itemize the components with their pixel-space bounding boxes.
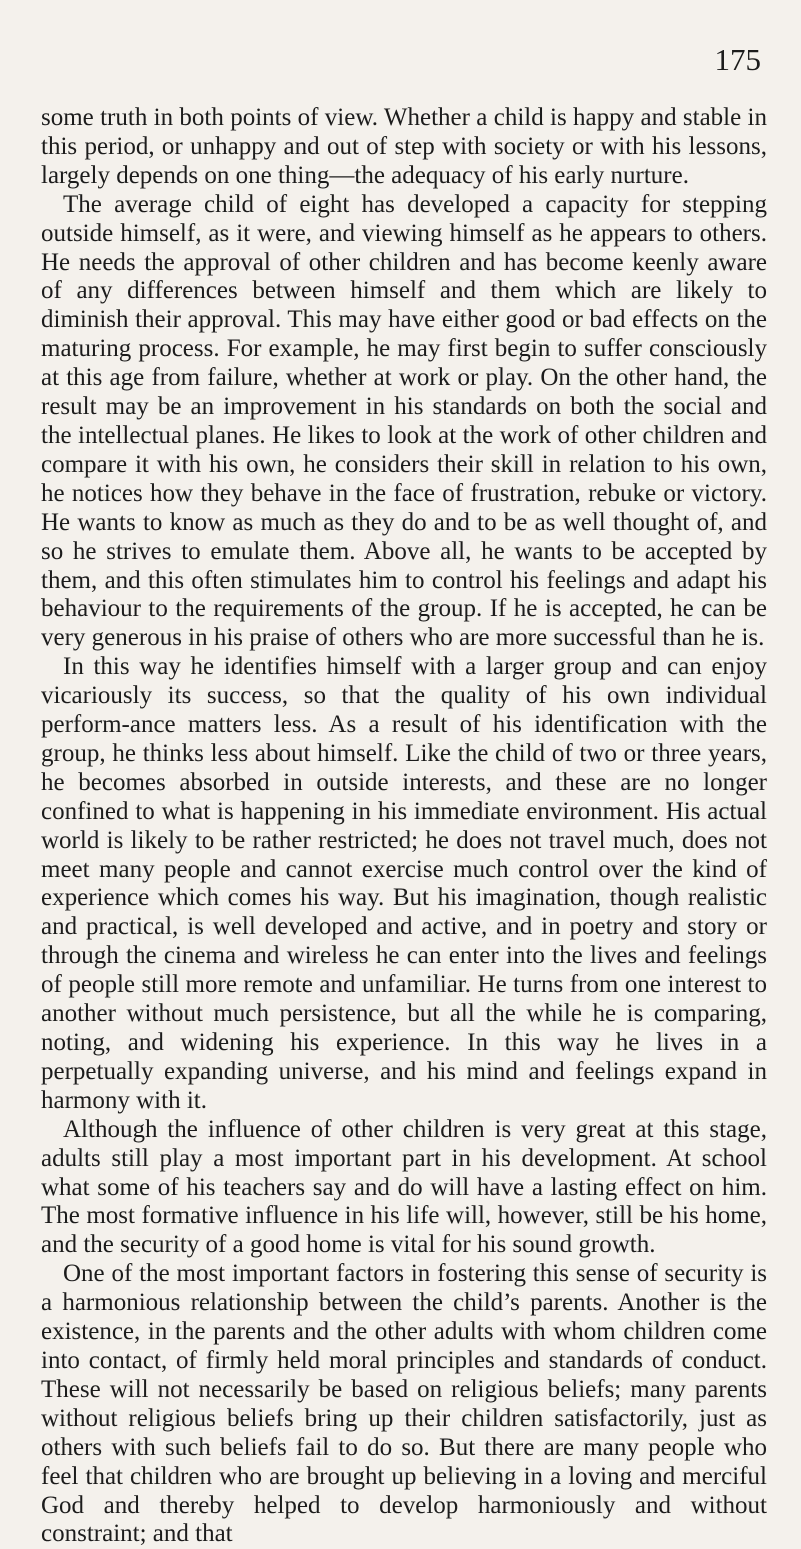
paragraph: In this way he identifies himself with a larger group and can enjoy vicariously its success, so that the quality of his own individual perform-ance matters less. As a result of his identification with the group, he thinks less about himself. Like the child of two or three years, he becomes absorbed in outside interests, and these are no longer confined to what is happening in his immediate environment. His actual world is likely to be rather restricted; he does not travel much, does not meet many people and cannot exercise much control over the kind of experience which comes his way. But his imagination, though realistic and practical, is well developed and active, and in poetry and story or through the cinema and wireless he can enter into the lives and feelings of people still more remote and unfamiliar. He turns from one interest to another without much persistence, but all the while he is comparing, noting, and widening his experience. In this way he lives in a perpetually expanding universe, and his mind and feelings expand in harmony with it. xyxy=(41,653,767,1114)
paragraph: Although the influence of other children is very great at this stage, adults still play a most important part in his development. At school what some of his teachers say and do will have a lasting effect on him. The most formative influence in his life will, however, still be his home, and the security of a good home is vital for his sound growth. xyxy=(41,1115,767,1259)
paragraph: One of the most important factors in fostering this sense of security is a harmonious relationship between the child’s parents. Another is the existence, in the parents and the other adults with whom children come into contact, of firmly held moral principles and standards of conduct. These will not necessarily be based on religious beliefs; many parents without religious beliefs bring up their children satisfactorily, just as others with such beliefs fail to do so. But there are many people who feel that children who are brought up believing in a loving and merciful God and thereby helped to develop harmoniously and without constraint; and that xyxy=(41,1260,767,1548)
body-text xyxy=(41,104,767,1549)
page-number: 175 xyxy=(714,42,761,77)
paragraph: The average child of eight has developed a capacity for stepping outside himself, as it were, and viewing himself as he appears to others. He needs the approval of other children and has become keenly aware of any differences between himself and them which are likely to diminish their approval. This may have either good or bad effects on the maturing process. For example, he may first begin to suffer consciously at this age from failure, whether at work or play. On the other hand, the result may be an improvement in his standards on both the social and the intellectual planes. He likes to look at the work of other children and compare it with his own, he considers their skill in relation to his own, he notices how they behave in the face of frustration, rebuke or victory. He wants to know as much as they do and to be as well thought of, and so he strives to emulate them. Above all, he wants to be accepted by them, and this often stimulates him to control his feelings and adapt his behaviour to the requirements of the group. If he is accepted, he can be very generous in his praise of others who are more successful than he is. xyxy=(41,190,767,652)
paragraph-continuation: some truth in both points of view. Whether a child is happy and stable in this period, or unhappy and out of step with society or with his lessons, largely depends on one thing—the adequacy of his early nurture. xyxy=(41,104,767,189)
